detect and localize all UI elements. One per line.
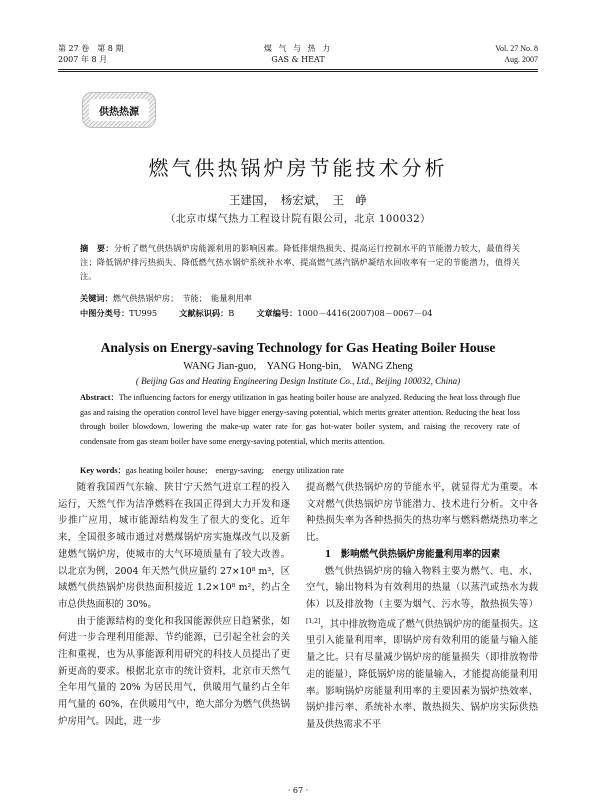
header-journal: 煤 气 与 热 力 GAS & HEAT (263, 44, 333, 64)
keywords-en-text: gas heating boiler house; energy-saving; energy utilization rate (125, 466, 344, 475)
header-rule (58, 69, 538, 70)
keywords-cn (80, 291, 520, 305)
abstract-en (80, 391, 520, 449)
body-paragraph: 随着我国西气东输、陕甘宁天然气进京工程的投入运行，天然气作为洁净燃料在我国正得到大力开发和逐步推广应用，城市能源结构发生了很大的变化。近年来，全国很多城市通过对燃煤锅炉房实施煤改气以及新建燃气锅炉房，使城市的大气环境质量有了较大改善。以北京为例，2004 年天然气供应量约 27×10⁸ m³，区域燃气供热锅炉房供热面积接近 1.2×10⁸ m²，约占全市总供热面积的 30%。 (58, 482, 290, 610)
column-tag (82, 92, 156, 128)
section-heading: 1 影响燃气供热锅炉房能量利用率的因素 (324, 548, 501, 560)
body-left-column (58, 480, 290, 731)
paper-title-cn: 燃气供热锅炉房节能技术分析 (148, 156, 448, 180)
authors-en: WANG Jian-guo, YANG Hong-bin, WANG Zheng (183, 361, 413, 372)
body-paragraph: 由于能源结构的变化和我国能源供应日趋紧张，如何进一步合理利用能源、节约能源，已引起全社会的关注和重视，也为从事能源利用研究的科技人员提出了更新更高的要求。根据北京市的统计资料，北京市天然气全年用气量的 20% 为居民用气，供暖用气量约占全年用气量的 60%，在供暖用气中，绝大部分为燃气供热锅炉房用气。因此，进一步 (58, 615, 290, 727)
paper-title-en: Analysis on Energy-saving Technology for Gas Heating Boiler House (100, 340, 496, 355)
article-no-label: 文章编号： (256, 308, 298, 318)
body-text: 燃气供热锅炉房的输入物料主要为燃气、电、水、空气，输出物料为有效利用的热量（以蒸汽或热水为载体）以及排放物（主要为烟气、污水等，散热损失等） (306, 565, 538, 610)
header-issue: Vol. 27 No. 8 Aug. 2007 (495, 44, 538, 64)
doc-code-label: 文献标识码： (179, 308, 229, 318)
body-paragraph: 提高燃气供热锅炉房的节能水平，就显得尤为重要。本文对燃气供热锅炉房节能潜力、技术进行分析。文中各种热损失率为各种热损失的热功率与燃料燃烧热功率之比。 (306, 482, 538, 544)
body-right-column (306, 480, 538, 734)
page-number: · 67 · (287, 786, 309, 795)
clc-label: 中图分类号： (80, 308, 130, 318)
clc-value: TU995 (129, 308, 158, 318)
body-text: ，其中排放物造成了燃气供热锅炉房的能量损失。这里引入能量利用率，即锅炉房有效利用的能量与输入能量之比。只有尽量减少锅炉房的能量损失（即排放物带走的能量），降低锅炉房的能量输入，才能提高能量利用率。影响锅炉房能量利用率的主要因素为锅炉热效率、锅炉排污率、系统补水率、散热损失、锅炉房实际供热量及供热需求不平 (306, 618, 538, 730)
keywords-cn-label: 关键词： (80, 293, 113, 303)
abstract-cn-text: 分析了燃气供热锅炉房能源利用的影响因素。降低排烟热损失、提高运行控制水平的节能潜力较大，最值得关注；降低锅炉排污热损失、降低燃气热水锅炉系统补水率、提高燃气蒸汽锅炉凝结水回收率有一定的节能潜力，值得关注。 (80, 243, 520, 281)
abstract-en-label: Abstract： (80, 393, 119, 402)
classification-line (80, 306, 520, 320)
header-rule-2 (58, 71, 538, 72)
keywords-en-label: Key words： (80, 466, 126, 475)
affiliation-en: ( Beijing Gas and Heating Engineering Design Institute Co., Ltd., Beijing 100032, China) (135, 376, 461, 386)
abstract-cn-label: 摘 要： (80, 243, 114, 253)
body-paragraph (306, 564, 538, 734)
affiliation-cn: （北京市煤气热力工程设计院有限公司，北京 100032） (165, 214, 431, 225)
keywords-cn-text: 燃气供热锅炉房； 节能； 能量利用率 (112, 293, 252, 303)
header-volume: 第 27 卷 第 8 期 2007 年 8 月 (58, 44, 124, 64)
authors-cn: 王建国， 杨宏斌， 王 峥 (229, 193, 367, 207)
article-no-value: 1000－4416(2007)08－0067－04 (297, 308, 433, 318)
column-tag-label: 供热热源 (99, 106, 139, 118)
keywords-en (80, 464, 520, 479)
doc-code-value: B (228, 308, 235, 318)
abstract-en-text: The influencing factors for energy utilization in gas heating boiler house are analyzed. Reducing the heat loss through flue gas and raising the operation control level have bigger energy-saving potential, which merits greater attention. Reducing the heat loss through boiler blowdown, lowering the make-up water rate for gas hot-water boiler system, and raising the recovery rate of condensate from gas steam boiler have some energy-saving potential, which merits attention. (80, 393, 521, 446)
abstract-cn (80, 241, 520, 283)
citation: [1,2] (306, 617, 321, 625)
